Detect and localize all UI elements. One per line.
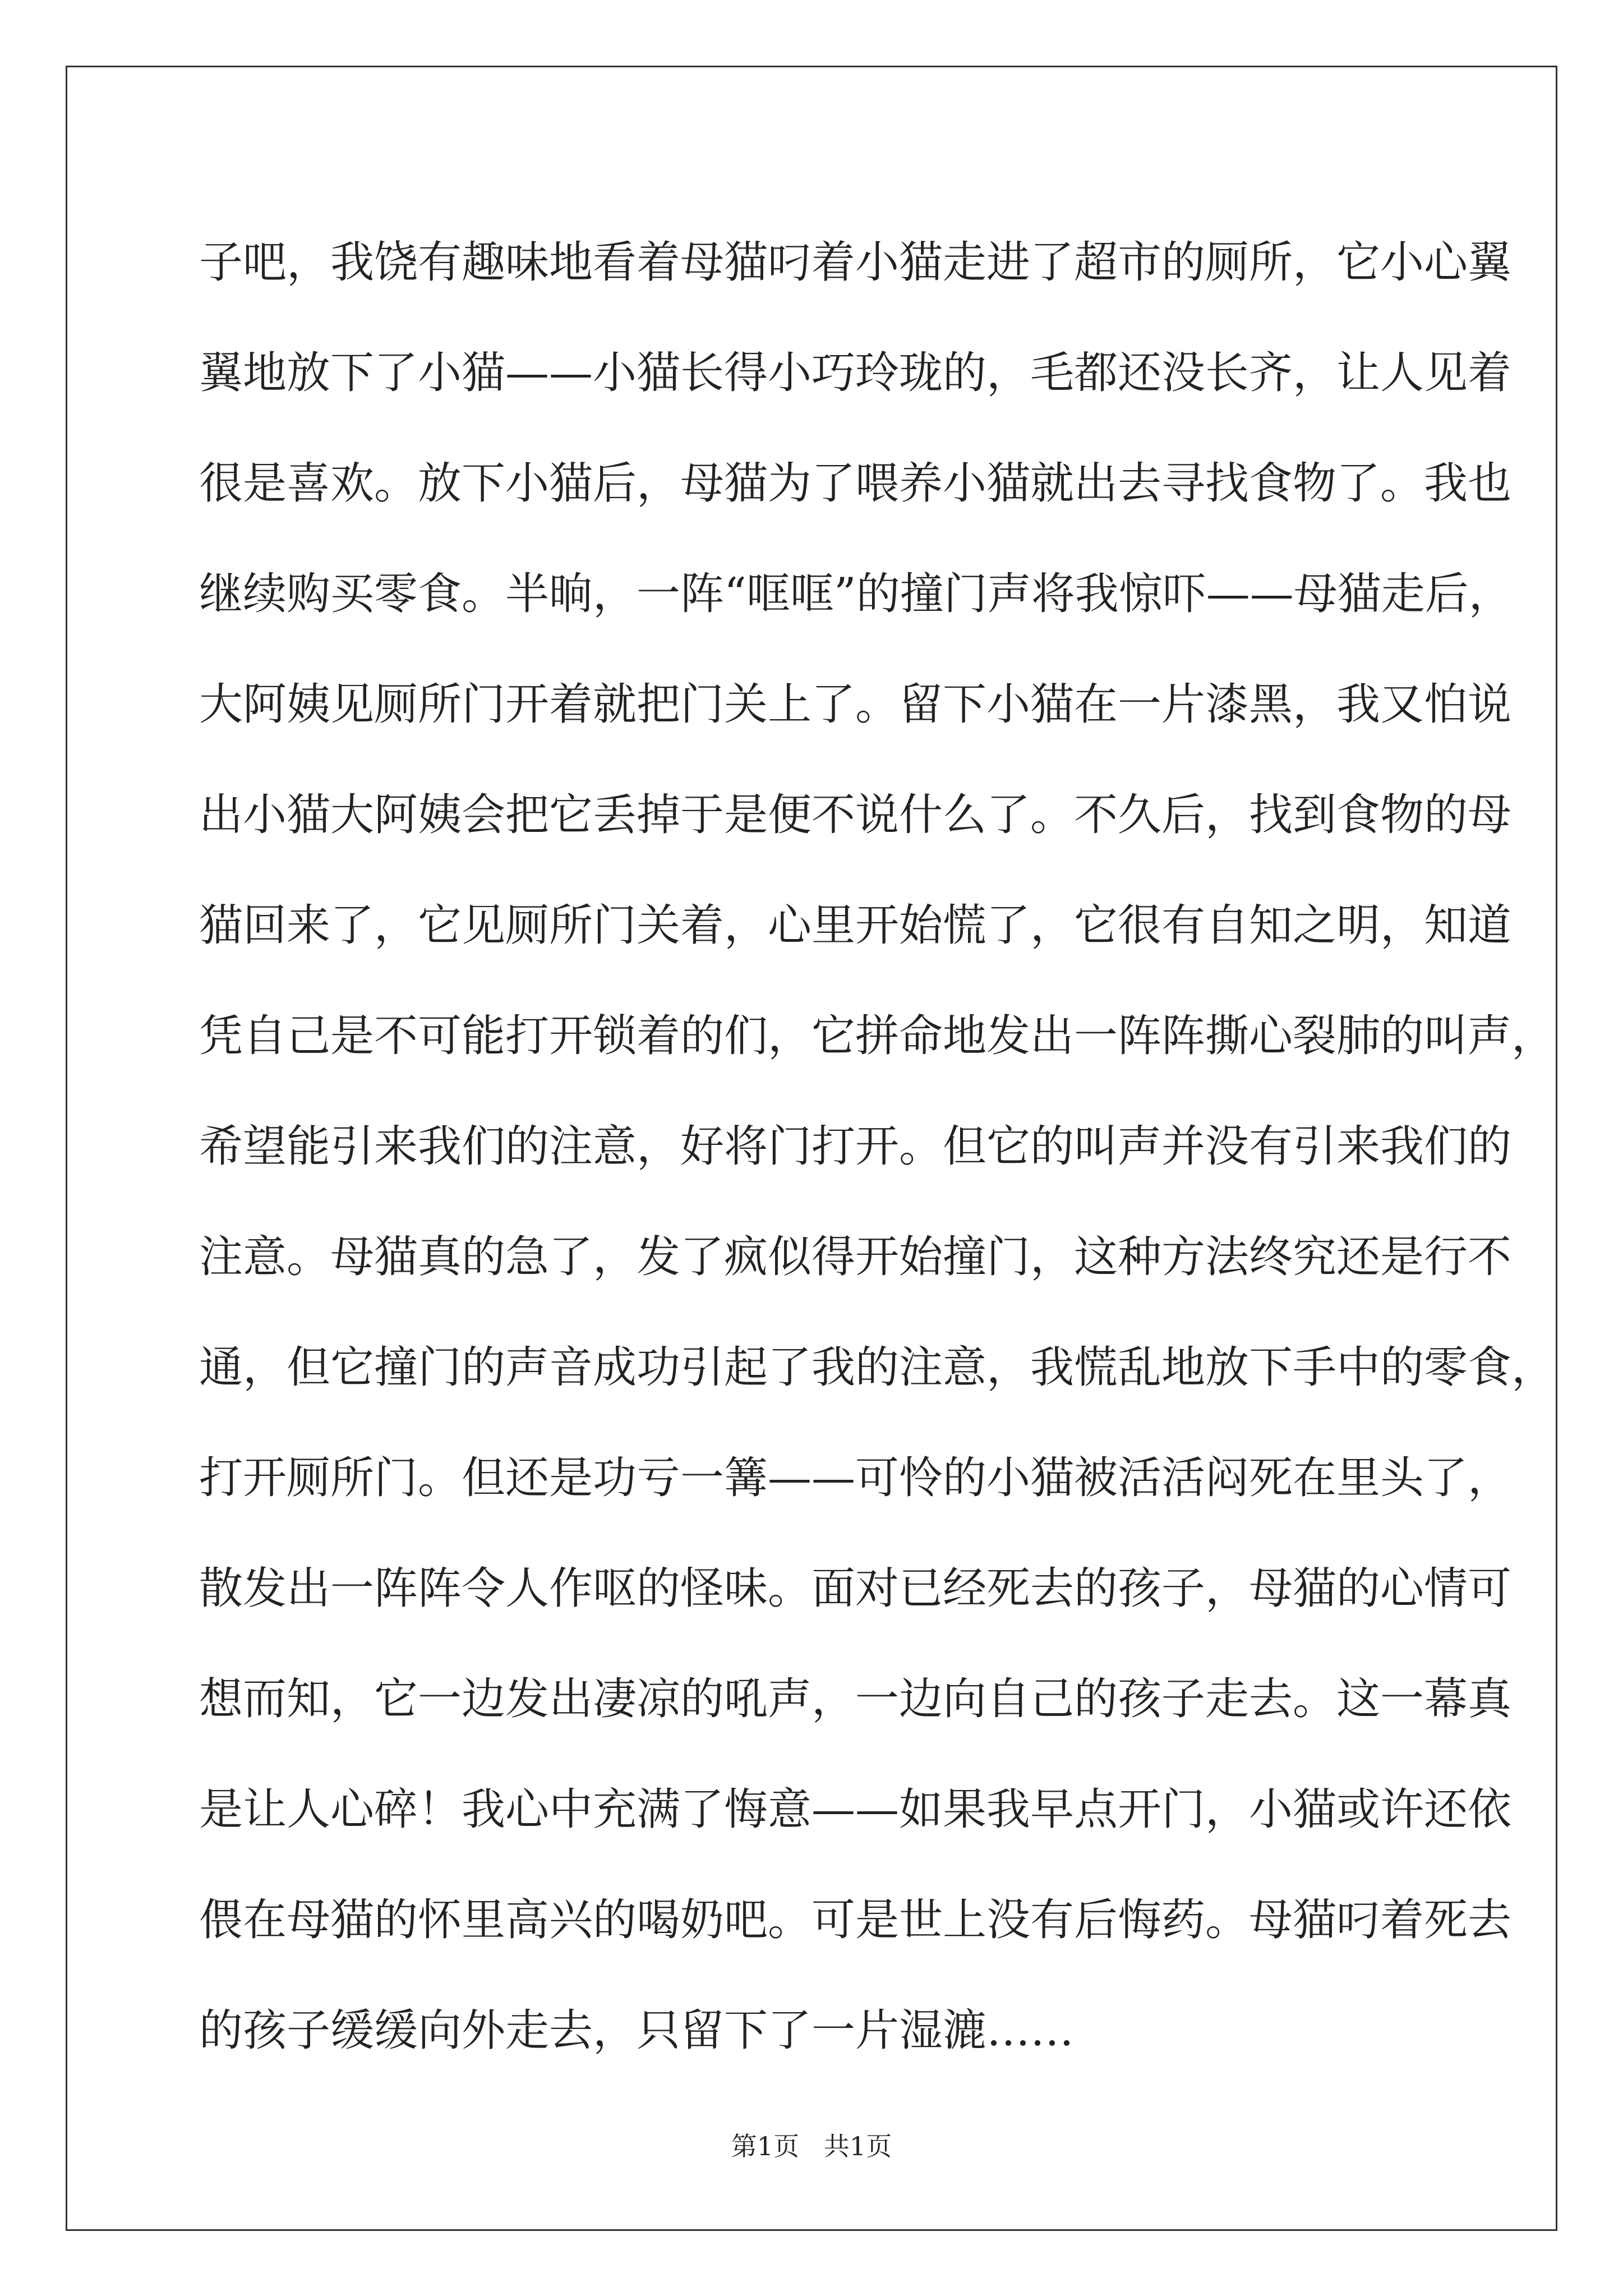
text-line: 打开厕所门。但还是功亏一篝——可怜的小猫被活活闷死在里头了， [199,1453,1512,1503]
text-line: 很是喜欢。放下小猫后，母猫为了喂养小猫就出去寻找食物了。我也 [199,458,1512,509]
text-line: 想而知，它一边发出凄凉的吼声，一边向自己的孩子走去。这一幕真 [199,1674,1512,1724]
text-line: 通，但它撞门的声音成功引起了我的注意，我慌乱地放下手中的零食， [199,1342,1556,1393]
text-line: 是让人心碎！我心中充满了悔意——如果我早点开门，小猫或许还依 [199,1784,1512,1835]
text-line-last: 的孩子缓缓向外走去，只留下了一片湿漉…… [199,2005,1075,2056]
text-line: 偎在母猫的怀里高兴的喝奶吧。可是世上没有后悔药。母猫叼着死去 [199,1895,1512,1945]
page-footer: 第1页 共1页 [731,2131,892,2161]
text-line: 散发出一阵阵令人作呕的怪味。面对已经死去的孩子，母猫的心情可 [199,1563,1512,1614]
text-line: 继续购买零食。半晌，一阵“哐哐”的撞门声将我惊吓——母猫走后， [199,569,1513,619]
text-line: 翼地放下了小猫——小猫长得小巧玲珑的，毛都还没长齐，让人见着 [199,348,1512,398]
body-text [199,208,1556,2086]
text-line: 子吧，我饶有趣味地看着母猫叼着小猫走进了超市的厕所，它小心翼 [199,237,1512,288]
text-line: 大阿姨见厕所门开着就把门关上了。留下小猫在一片漆黑，我又怕说 [199,679,1512,730]
text-line: 注意。母猫真的急了，发了疯似得开始撞门，这种方法终究还是行不 [199,1232,1512,1282]
text-line: 猫回来了，它见厕所门关着，心里开始慌了，它很有自知之明，知道 [199,900,1512,951]
text-line: 希望能引来我们的注意，好将门打开。但它的叫声并没有引来我们的 [199,1121,1512,1172]
text-line: 出小猫大阿姨会把它丢掉于是便不说什么了。不久后，找到食物的母 [199,790,1512,840]
text-line: 凭自己是不可能打开锁着的们，它拼命地发出一阵阵撕心裂肺的叫声， [199,1011,1556,1061]
